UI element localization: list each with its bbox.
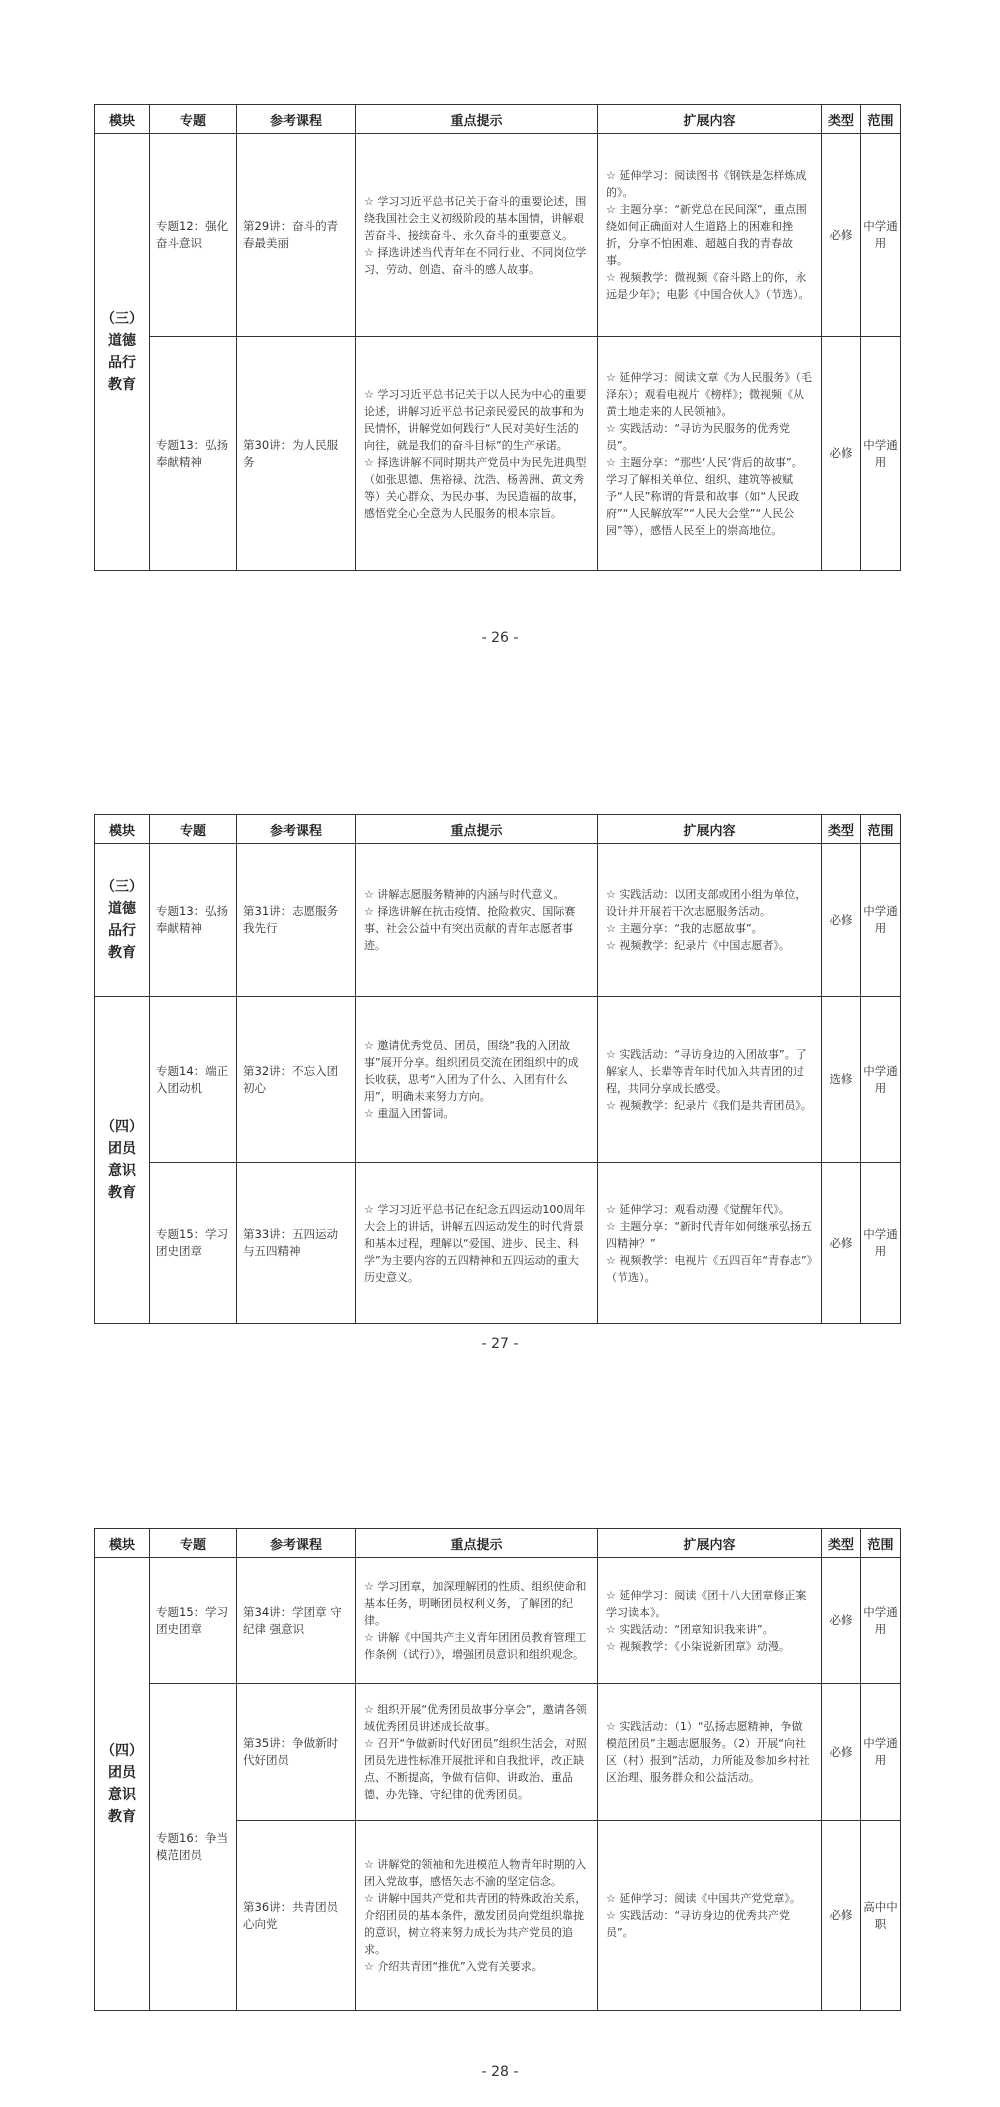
topic-cell: 专题15：学习团史团章 (150, 1558, 237, 1684)
header-course: 参考课程 (237, 815, 356, 844)
extension-cell: ☆ 实践活动：以团支部或团小组为单位，设计并开展若干次志愿服务活动。 ☆ 主题分享：“我的志愿故事”。 ☆ 视频教学：纪录片《中国志愿者》。 (598, 844, 822, 997)
topic-cell: 专题14：端正入团动机 (150, 997, 237, 1163)
page-2 (94, 814, 900, 1324)
course-cell: 第29讲：奋斗的青春最美丽 (237, 134, 356, 337)
header-points: 重点提示 (356, 105, 598, 134)
extension-cell: ☆ 延伸学习：阅读《团十八大团章修正案学习读本》。 ☆ 实践活动：“团章知识我来讲”。 ☆ 视频教学：《小柒说新团章》动漫。 (598, 1558, 822, 1684)
points-cell: ☆ 讲解志愿服务精神的内涵与时代意义。 ☆ 择选讲解在抗击疫情、抢险救灾、国际赛事、社会公益中有突出贡献的青年志愿者事迹。 (356, 844, 598, 997)
scope-cell: 中学通用 (861, 134, 901, 337)
type-cell: 必修 (822, 1163, 861, 1324)
module-cell: （三） 道德 品行 教育 (95, 134, 150, 571)
table-row (95, 1684, 901, 1821)
topic-cell: 专题12：强化奋斗意识 (150, 134, 237, 337)
topic-cell: 专题15：学习团史团章 (150, 1163, 237, 1324)
scope-cell: 中学通用 (861, 844, 901, 997)
page-3 (94, 1528, 900, 2011)
type-cell: 必修 (822, 337, 861, 571)
header-topic: 专题 (150, 1529, 237, 1558)
extension-cell: ☆ 实践活动：“寻访身边的入团故事”。了解家人、长辈等青年时代加入共青团的过程，共同分享成长感受。 ☆ 视频教学：纪录片《我们是共青团员》。 (598, 997, 822, 1163)
points-cell: ☆ 讲解党的领袖和先进模范人物青年时期的入团入党故事，感悟矢志不渝的坚定信念。 ☆ 讲解中国共产党和共青团的特殊政治关系，介绍团员的基本条件，激发团员向党组织靠拢的意识，树立将来努力成长为共产党员的追求。 ☆ 介绍共青团“推优”入党有关要求。 (356, 1821, 598, 2011)
course-cell: 第35讲：争做新时代好团员 (237, 1684, 356, 1821)
type-cell: 必修 (822, 1821, 861, 2011)
header-extension: 扩展内容 (598, 1529, 822, 1558)
extension-cell: ☆ 延伸学习：阅读文章《为人民服务》（毛泽东）；观看电视片《榜样》；微视频《从黄土地走来的人民领袖》。 ☆ 实践活动：“寻访为民服务的优秀党员”。 ☆ 主题分享：“那些‘人民’背后的故事”。学习了解相关单位、组织、建筑等被赋予“人民”称谓的背景和故事（如“人民政府”“人民解放军”“人民大会堂”“人民公园”等），感悟人民至上的崇高地位。 (598, 337, 822, 571)
points-cell: ☆ 学习团章，加深理解团的性质、组织使命和基本任务，明晰团员权利义务，了解团的纪律。 ☆ 讲解《中国共产主义青年团团员教育管理工作条例（试行）》，增强团员意识和组织观念。 (356, 1558, 598, 1684)
type-cell: 必修 (822, 1558, 861, 1684)
scope-cell: 中学通用 (861, 1558, 901, 1684)
header-scope: 范围 (861, 105, 901, 134)
header-type: 类型 (822, 1529, 861, 1558)
module-cell: （三） 道德 品行 教育 (95, 844, 150, 997)
page-number: - 28 - (481, 2064, 519, 2080)
header-extension: 扩展内容 (598, 815, 822, 844)
course-table (94, 814, 901, 1324)
topic-cell: 专题13：弘扬奉献精神 (150, 337, 237, 571)
extension-cell: ☆ 延伸学习：观看动漫《觉醒年代》。 ☆ 主题分享：“新时代青年如何继承弘扬五四精神？” ☆ 视频教学：电视片《五四百年“青春志”》（节选）。 (598, 1163, 822, 1324)
header-type: 类型 (822, 105, 861, 134)
points-cell: ☆ 组织开展“优秀团员故事分享会”，邀请各领域优秀团员讲述成长故事。 ☆ 召开“争做新时代好团员”组织生活会，对照团员先进性标准开展批评和自我批评，改正缺点、不断提高，争做有信仰、讲政治、重品德、办先锋、守纪律的优秀团员。 (356, 1684, 598, 1821)
type-cell: 选修 (822, 997, 861, 1163)
page-1 (94, 104, 900, 571)
scope-cell: 中学通用 (861, 1163, 901, 1324)
course-cell: 第32讲：不忘入团初心 (237, 997, 356, 1163)
table-row (95, 1558, 901, 1684)
extension-cell: ☆ 延伸学习：阅读《中国共产党党章》。 ☆ 实践活动：“寻访身边的优秀共产党员”。 (598, 1821, 822, 2011)
page-number: - 27 - (481, 1336, 519, 1352)
header-course: 参考课程 (237, 1529, 356, 1558)
header-extension: 扩展内容 (598, 105, 822, 134)
scope-cell: 中学通用 (861, 337, 901, 571)
topic-cell: 专题16：争当模范团员 (150, 1684, 237, 2011)
course-cell: 第31讲：志愿服务我先行 (237, 844, 356, 997)
points-cell: ☆ 学习习近平总书记关于以人民为中心的重要论述，讲解习近平总书记亲民爱民的故事和为民情怀，讲解党如何践行“人民对美好生活的向往，就是我们的奋斗目标”的生产承诺。 ☆ 择选讲解不同时期共产党员中为民先进典型（如张思德、焦裕禄、沈浩、杨善洲、黄文秀等）关心群众、为民办事、为民造福的故事，感悟党全心全意为人民服务的根本宗旨。 (356, 337, 598, 571)
header-course: 参考课程 (237, 105, 356, 134)
module-cell: （四） 团员 意识 教育 (95, 997, 150, 1324)
header-scope: 范围 (861, 1529, 901, 1558)
extension-cell: ☆ 实践活动：（1）“弘扬志愿精神，争做模范团员”主题志愿服务。（2）开展“向社区（村）报到”活动，力所能及参加乡村社区治理、服务群众和公益活动。 (598, 1684, 822, 1821)
course-table (94, 1528, 901, 2011)
table-header (95, 105, 901, 134)
page-number: - 26 - (481, 630, 519, 646)
points-cell: ☆ 学习习近平总书记在纪念五四运动100周年大会上的讲话，讲解五四运动发生的时代背景和基本过程，理解以“爱国、进步、民主、科学”为主要内容的五四精神和五四运动的重大历史意义。 (356, 1163, 598, 1324)
table-row (95, 1163, 901, 1324)
course-table (94, 104, 901, 571)
type-cell: 必修 (822, 844, 861, 997)
header-type: 类型 (822, 815, 861, 844)
header-module: 模块 (95, 1529, 150, 1558)
course-cell: 第30讲：为人民服务 (237, 337, 356, 571)
module-cell: （四） 团员 意识 教育 (95, 1558, 150, 2011)
header-module: 模块 (95, 105, 150, 134)
points-cell: ☆ 邀请优秀党员、团员，围绕“我的入团故事”展开分享。组织团员交流在团组织中的成长收获，思考“入团为了什么、入团有什么用”，明确未来努力方向。 ☆ 重温入团誓词。 (356, 997, 598, 1163)
header-scope: 范围 (861, 815, 901, 844)
header-topic: 专题 (150, 815, 237, 844)
course-cell: 第33讲：五四运动与五四精神 (237, 1163, 356, 1324)
scope-cell: 中学通用 (861, 997, 901, 1163)
table-row (95, 997, 901, 1163)
header-topic: 专题 (150, 105, 237, 134)
header-points: 重点提示 (356, 815, 598, 844)
table-header (95, 1529, 901, 1558)
course-cell: 第34讲：学团章 守纪律 强意识 (237, 1558, 356, 1684)
extension-cell: ☆ 延伸学习：阅读图书《钢铁是怎样炼成的》。 ☆ 主题分享：“新党总在民间深”，重点围绕如何正确面对人生道路上的困难和挫折，分享不怕困难、超越自我的青春故事。 ☆ 视频教学：微视频《奋斗路上的你，永远是少年》；电影《中国合伙人》（节选）。 (598, 134, 822, 337)
type-cell: 必修 (822, 1684, 861, 1821)
table-row (95, 134, 901, 337)
header-module: 模块 (95, 815, 150, 844)
header-points: 重点提示 (356, 1529, 598, 1558)
table-row (95, 844, 901, 997)
table-row (95, 337, 901, 571)
topic-cell: 专题13：弘扬奉献精神 (150, 844, 237, 997)
scope-cell: 中学通用 (861, 1684, 901, 1821)
course-cell: 第36讲：共青团员心向党 (237, 1821, 356, 2011)
table-header (95, 815, 901, 844)
scope-cell: 高中中职 (861, 1821, 901, 2011)
type-cell: 必修 (822, 134, 861, 337)
points-cell: ☆ 学习习近平总书记关于奋斗的重要论述，围绕我国社会主义初级阶段的基本国情，讲解艰苦奋斗、接续奋斗、永久奋斗的重要意义。 ☆ 择选讲述当代青年在不同行业、不同岗位学习、劳动、创造、奋斗的感人故事。 (356, 134, 598, 337)
